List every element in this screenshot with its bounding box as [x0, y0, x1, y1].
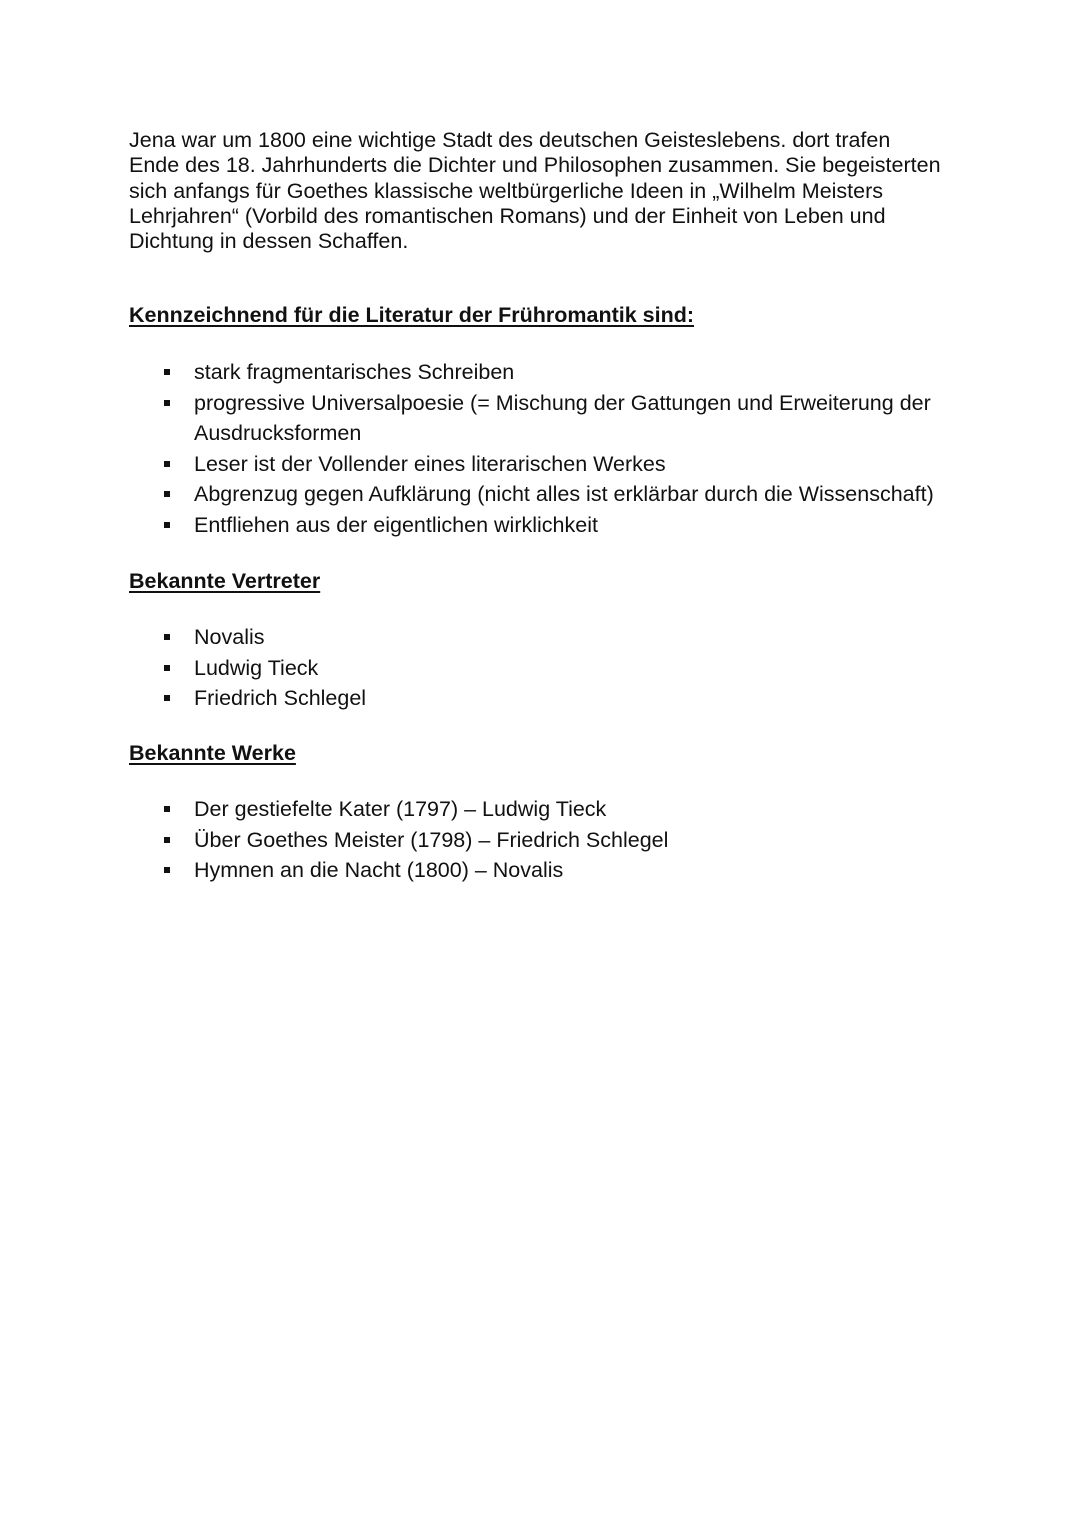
intro-line: Ende des 18. Jahrhunderts die Dichter und Philosophen zusammen. Sie begeisterten	[129, 153, 941, 178]
features-list	[129, 357, 979, 540]
list-item-text: Ludwig Tieck	[194, 655, 319, 680]
bullet-icon	[164, 634, 170, 640]
list-item-text: Leser ist der Vollender eines literarischen Werkes	[194, 451, 666, 476]
bullet-icon	[164, 837, 170, 843]
list-item-text: Hymnen an die Nacht (1800) – Novalis	[194, 858, 564, 882]
works-heading: Bekannte Werke	[129, 741, 296, 765]
bullet-icon	[164, 665, 170, 671]
list-item	[129, 357, 979, 388]
features-heading: Kennzeichnend für die Literatur der Frühromantik sind:	[129, 303, 695, 327]
list-item	[129, 479, 979, 510]
bullet-icon	[164, 867, 170, 873]
bullet-icon	[164, 400, 170, 406]
intro-line: Lehrjahren“ (Vorbild des romantischen Romans) und der Einheit von Leben und	[129, 203, 886, 228]
intro-paragraph	[129, 128, 979, 254]
bullet-icon	[164, 806, 170, 812]
representatives-heading: Bekannte Vertreter	[129, 569, 321, 593]
list-item-text: Der gestiefelte Kater (1797) – Ludwig Tieck	[194, 797, 607, 821]
list-item	[129, 855, 979, 886]
list-item	[129, 510, 979, 541]
list-item-text: Entfliehen aus der eigentlichen wirklichkeit	[194, 512, 598, 537]
bullet-icon	[164, 461, 170, 467]
works-list	[129, 794, 979, 886]
list-item-text: Novalis	[194, 625, 265, 649]
bullet-icon	[164, 695, 170, 701]
bullet-icon	[164, 522, 170, 528]
bullet-icon	[164, 369, 170, 375]
intro-line: Dichtung in dessen Schaffen.	[129, 229, 409, 254]
intro-line: sich anfangs für Goethes klassische weltbürgerliche Ideen in „Wilhelm Meisters	[129, 178, 884, 203]
list-item-text: progressive Universalpoesie (= Mischung der Gattungen und Erweiterung der	[194, 390, 931, 415]
list-item	[129, 825, 979, 856]
list-item-continuation: Ausdrucksformen	[194, 421, 362, 445]
intro-line: Jena war um 1800 eine wichtige Stadt des deutschen Geisteslebens. dort trafen	[129, 128, 891, 152]
list-item-text: stark fragmentarisches Schreiben	[194, 360, 515, 384]
representatives-list	[129, 622, 979, 714]
list-item	[129, 388, 979, 449]
list-item	[129, 449, 979, 480]
list-item	[129, 653, 979, 684]
list-item	[129, 622, 979, 653]
bullet-icon	[164, 491, 170, 497]
list-item	[129, 794, 979, 825]
list-item-text: Friedrich Schlegel	[194, 686, 367, 710]
list-item	[129, 683, 979, 714]
list-item-text: Über Goethes Meister (1798) – Friedrich Schlegel	[194, 827, 669, 852]
list-item-text: Abgrenzug gegen Aufklärung (nicht alles ist erklärbar durch die Wissenschaft)	[194, 482, 934, 506]
